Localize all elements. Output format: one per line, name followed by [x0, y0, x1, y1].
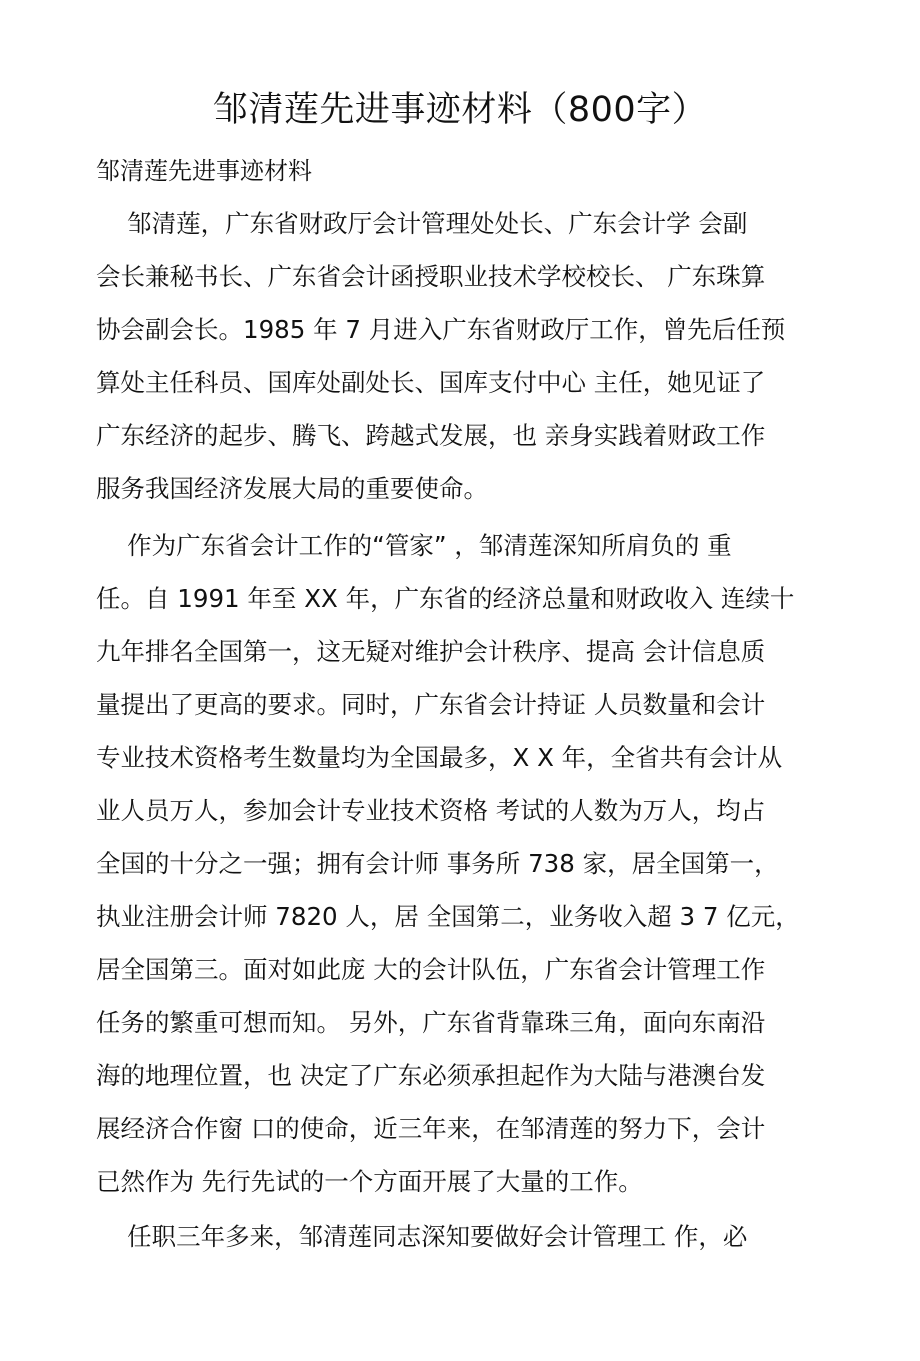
text-line: 全国的十分之一强；拥有会计师 事务所 738 家，居全国第一， — [96, 849, 779, 878]
text-line: 服务我国经济发展大局的重要使命。 — [96, 474, 488, 503]
text-line: 广东经济的起步、腾飞、跨越式发展，也 亲身实践着财政工作 — [96, 421, 766, 450]
text-line: 展经济合作窗 口的使命，近三年来，在邹清莲的努力下，会计 — [96, 1114, 766, 1143]
text-line: 已然作为 先行先试的一个方面开展了大量的工作。 — [96, 1167, 643, 1196]
text-line: 九年排名全国第一，这无疑对维护会计秩序、提高 会计信息质 — [96, 637, 766, 666]
text-line: 任。自 1991 年至 XX 年，广东省的经济总量和财政收入 连续十 — [96, 584, 795, 613]
text-line: 居全国第三。面对如此庞 大的会计队伍，广东省会计管理工作 — [96, 955, 766, 984]
text-line: 算处主任科员、国库处副处长、国库支付中心 主任，她见证了 — [96, 368, 766, 397]
text-line: 任职三年多来，邹清莲同志深知要做好会计管理工 作，必 — [96, 1222, 748, 1251]
text-line: 作为广东省会计工作的“管家” ，邹清莲深知所肩负的 重 — [96, 531, 732, 560]
text-line: 业人员万人，参加会计专业技术资格 考试的人数为万人，均占 — [96, 796, 766, 825]
text-line: 邹清莲，广东省财政厅会计管理处处长、广东会计学 会副 — [96, 209, 748, 238]
page-title: 邹清莲先进事迹材料（800字） — [212, 90, 708, 130]
text-line: 会长兼秘书长、广东省会计函授职业技术学校校长、 广东珠算 — [96, 262, 766, 291]
text-line: 专业技术资格考生数量均为全国最多，X X 年，全省共有会计从 — [96, 743, 783, 772]
text-line: 海的地理位置，也 决定了广东必须承担起作为大陆与港澳台发 — [96, 1061, 766, 1090]
text-line: 执业注册会计师 7820 人，居 全国第二，业务收入超 3 7 亿元， — [96, 902, 800, 931]
text-line: 量提出了更高的要求。同时，广东省会计持证 人员数量和会计 — [96, 690, 766, 719]
document-subtitle: 邹清莲先进事迹材料 — [96, 157, 312, 185]
text-line: 任务的繁重可想而知。 另外，广东省背靠珠三角，面向东南沿 — [96, 1008, 766, 1037]
text-line: 协会副会长。1985 年 7 月进入广东省财政厅工作，曾先后任预 — [96, 315, 786, 344]
